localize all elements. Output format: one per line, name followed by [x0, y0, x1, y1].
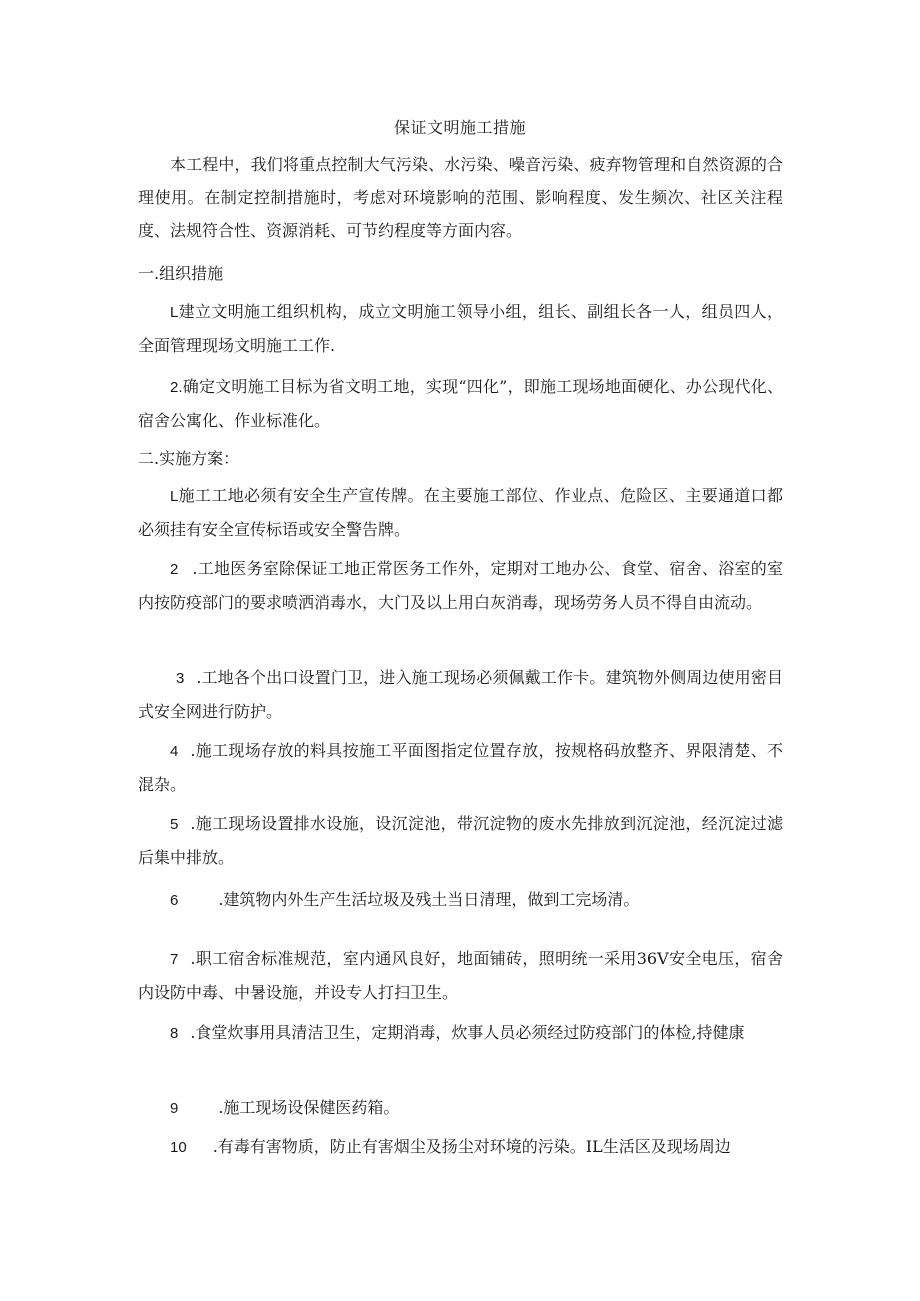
list-item	[138, 807, 783, 874]
item-text: .建筑物内外生产生活垃圾及残土当日清理，做到工完场清。	[218, 890, 640, 909]
item-number: 6	[170, 892, 179, 909]
list-item	[138, 295, 783, 362]
item-number: 9	[170, 1100, 179, 1117]
list-item	[138, 1016, 783, 1050]
item-text: .职工宿舍标准规范，室内通风良好，地面铺砖，照明统一采用36V安全电压，宿舍内设防中毒、中暑设施，并设专人打扫卫生。	[138, 949, 783, 1002]
section-heading-organization: 一.组织措施	[138, 264, 224, 283]
item-text: 确定文明施工目标为省文明工地，实现“四化”，即施工现场地面硬化、办公现代化、宿舍公寓化、作业标准化。	[138, 377, 783, 430]
item-number: 5	[170, 816, 179, 833]
item-number: L	[170, 488, 179, 505]
item-number: 2	[170, 561, 179, 578]
item-number: 8	[170, 1025, 179, 1042]
document-title: 保证文明施工措施	[393, 118, 526, 137]
section-heading-implementation: 二.实施方案：	[138, 449, 240, 468]
list-item	[138, 734, 783, 801]
item-number: L	[170, 304, 179, 321]
item-text: .施工现场存放的料具按施工平面图指定位置存放，按规格码放整齐、界限清楚、不混杂。	[138, 741, 783, 794]
item-number: 10	[170, 1139, 187, 1156]
list-item	[138, 1091, 783, 1125]
item-text: 建立文明施工组织机构，成立文明施工领导小组，组长、副组长各一人，组员四人，全面管理现场文明施工工作.	[138, 302, 783, 355]
item-number: 2.	[170, 379, 183, 396]
item-text: .食堂炊事用具清洁卫生，定期消毒，炊事人员必须经过防疫部门的体检,持健康	[190, 1023, 745, 1042]
list-item	[138, 661, 783, 728]
item-text: .有毒有害物质，防止有害烟尘及扬尘对环境的污染。IL生活区及现场周边	[212, 1137, 731, 1156]
item-number: 3	[176, 670, 185, 687]
list-item	[138, 370, 783, 437]
list-item	[138, 883, 783, 917]
item-number: 4	[170, 743, 179, 760]
item-number: 7	[170, 951, 179, 968]
list-item	[138, 942, 783, 1009]
list-item	[138, 1130, 783, 1164]
item-text: 施工工地必须有安全生产宣传牌。在主要施工部位、作业点、危险区、主要通道口都必须挂有安全宣传标语或安全警告牌。	[138, 486, 783, 539]
list-item	[138, 552, 783, 619]
item-text: .工地各个出口设置门卫，进入施工现场必须佩戴工作卡。建筑物外侧周边使用密目式安全网进行防护。	[138, 668, 783, 721]
item-text: .工地医务室除保证工地正常医务工作外，定期对工地办公、食堂、宿舍、浴室的室内按防疫部门的要求喷洒消毒水，大门及以上用白灰消毒，现场劳务人员不得自由流动。	[138, 559, 783, 612]
intro-paragraph: 本工程中，我们将重点控制大气污染、水污染、噪音污染、疲弃物管理和自然资源的合理使用。在制定控制措施时，考虑对环境影响的范围、影响程度、发生频次、社区关注程度、法规符合性、资源消耗、可节约程度等方面内容。	[138, 155, 783, 240]
list-item	[138, 479, 783, 546]
item-text: .施工现场设置排水设施，设沉淀池，带沉淀物的废水先排放到沉淀池，经沉淀过滤后集中排放。	[138, 814, 783, 867]
item-text: .施工现场设保健医药箱。	[218, 1098, 400, 1117]
